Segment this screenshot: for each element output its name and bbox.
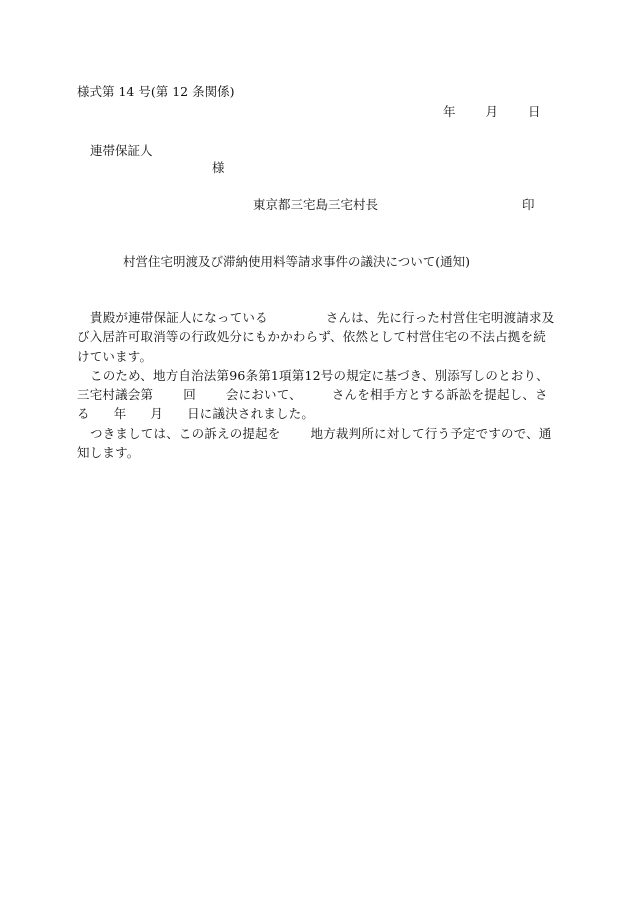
date-day: 日 [528,104,541,119]
p1-text-a: 貴殿が連帯保証人になっている [90,310,268,325]
date-month: 月 [485,104,499,119]
p2-text-e: 年 [113,406,127,422]
sender-seal: 印 [522,197,535,212]
p2-text-b: 回 [183,387,196,403]
p3-text-a: つきましては、この訴えの提起を [90,425,281,441]
date-line [443,106,541,119]
paragraph-1 [77,308,555,366]
p2-text-d: さんを相手方とする訴訟を提起し、さる [77,387,548,422]
p2-text-c: 会において、 [225,387,302,403]
p2-text-f: 月 [150,406,164,422]
date-year: 年 [443,104,456,119]
p2-text-g: 日に議決されました。 [187,406,315,422]
paragraph-2 [77,366,555,424]
sender-name: 東京都三宅島三宅村長 [253,197,379,212]
p1-text-b: さんは、先に行った村営住宅明渡請求及び入居許可取消等の行政処分にもかかわらず、依然として村営住宅の不法占拠を続けています。 [77,310,555,364]
form-number: 様式第 14 号(第 12 条関係) [77,84,235,99]
addressee-role: 連帯保証人 [90,143,153,158]
document-title: 村営住宅明渡及び滞納使用料等請求事件の議決について(通知) [123,254,471,269]
p3-text-b: 地方裁判所に対して行う予定ですので、通知します。 [77,425,552,461]
p2-text-a: このため、地方自治法第96条第1項第12号の規定に基づき、別添写しのとおり、三宅村議会第 [77,367,549,403]
body-text [77,308,555,462]
addressee-honorific: 様 [212,160,225,175]
paragraph-3 [77,424,555,463]
